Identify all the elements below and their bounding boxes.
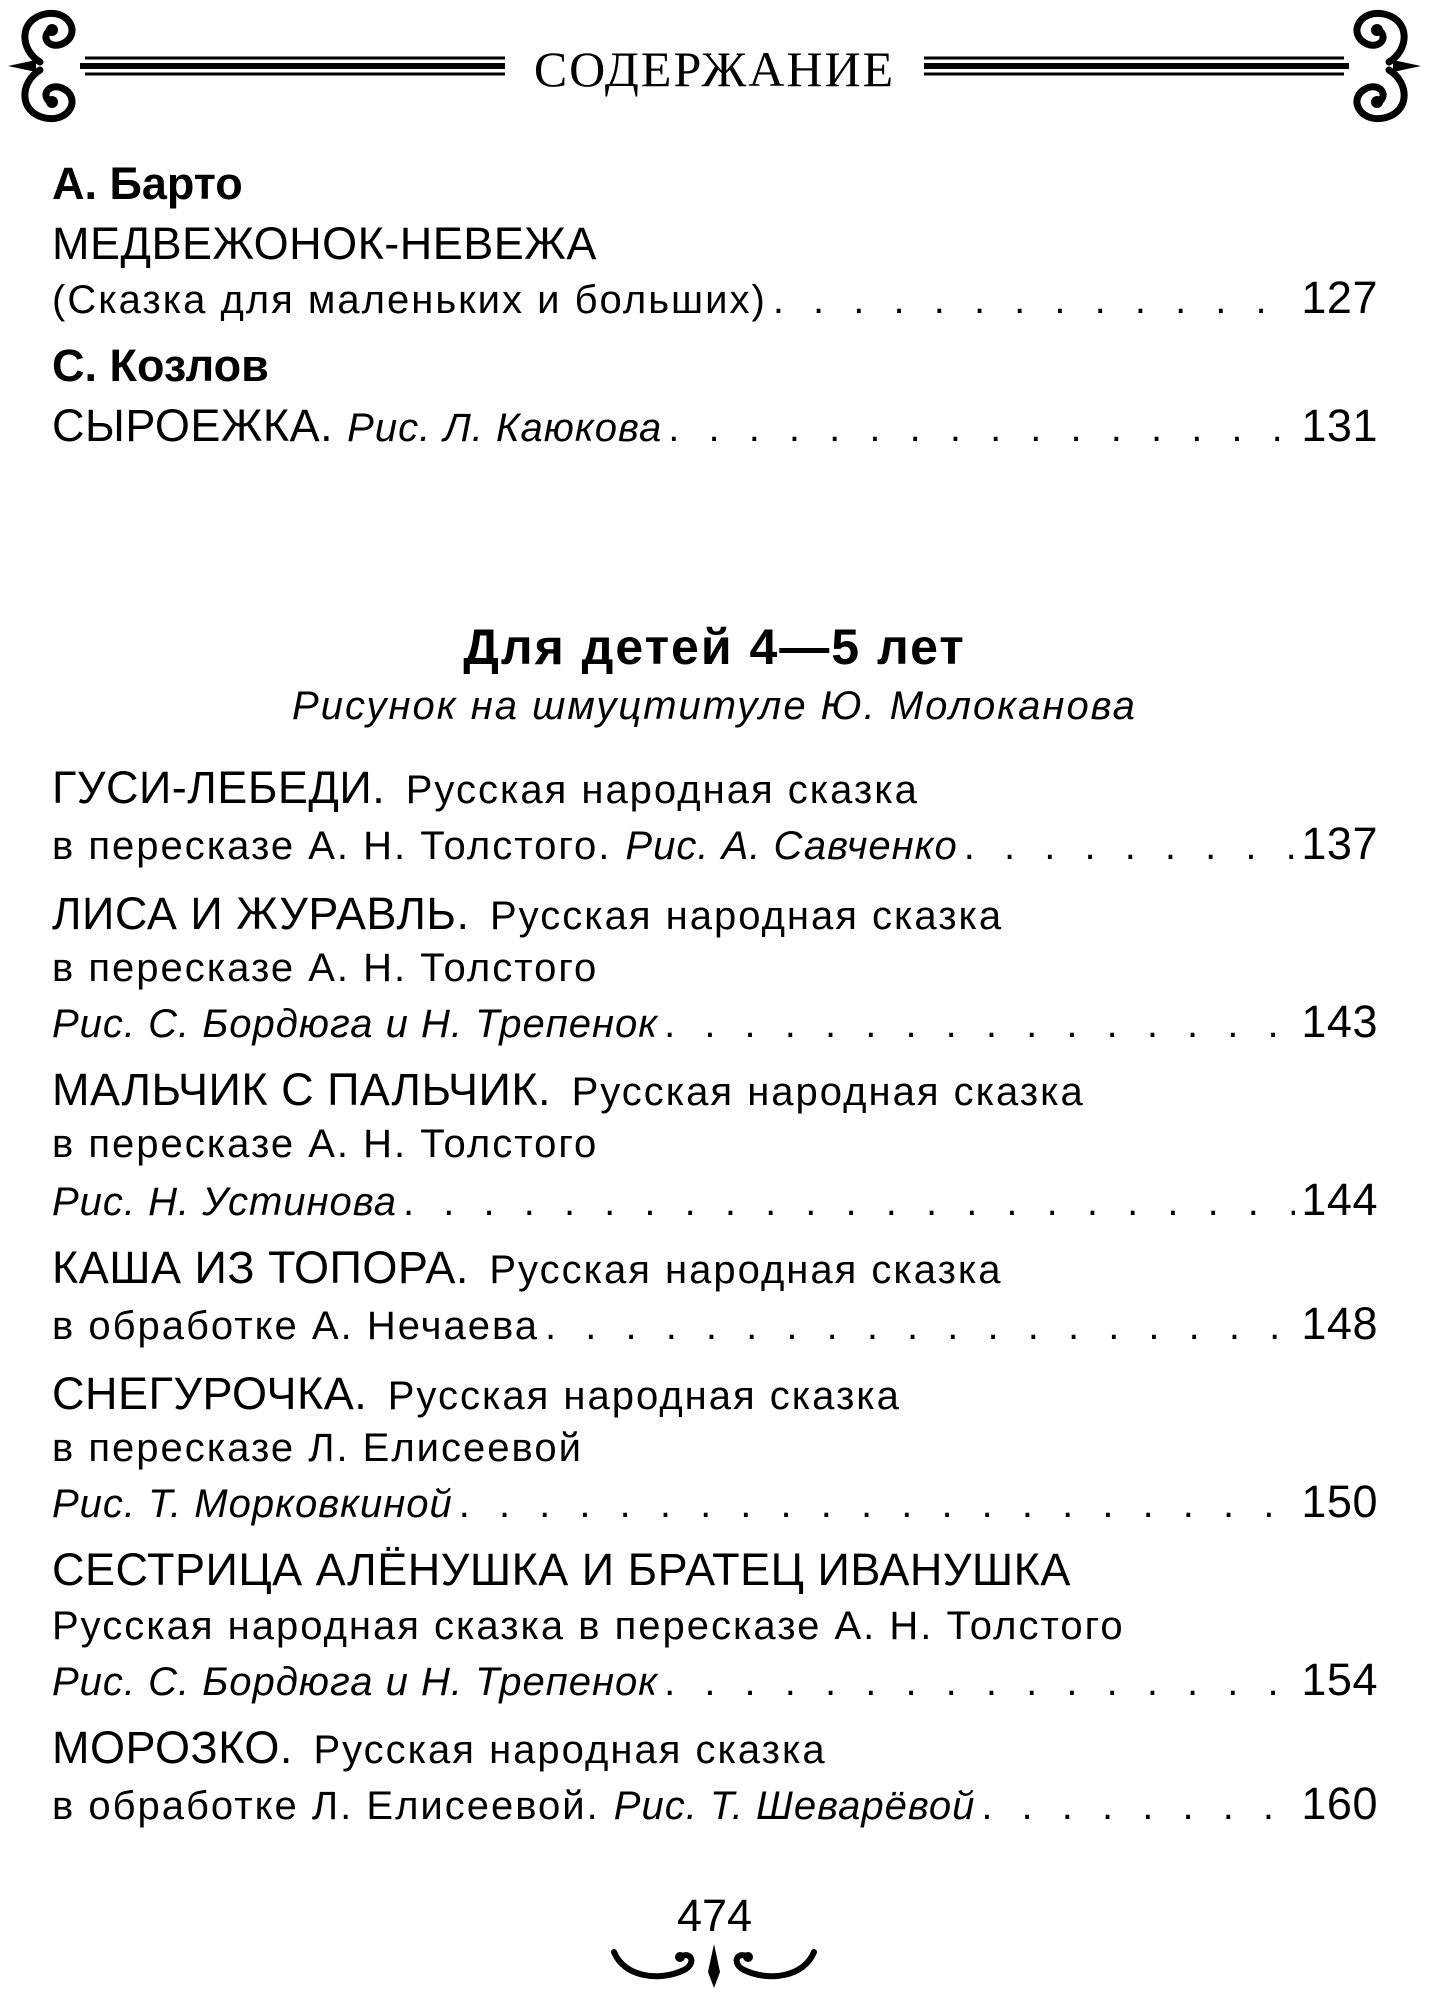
entry-adaptation: в пересказе Л. Елисеевой	[52, 1426, 583, 1470]
toc-entry-line[interactable]	[52, 816, 1378, 874]
entry-title: СЫРОЕЖКА.	[52, 400, 334, 451]
entry-title: СЕСТРИЦА АЛЁНУШКА И БРАТЕЦ ИВАНУШКА	[52, 1544, 1071, 1595]
page-ref: 137	[1301, 818, 1378, 869]
page-ref: 143	[1301, 996, 1378, 1047]
page-ref: 154	[1301, 1654, 1378, 1705]
illustrator: Рис. Л. Каюкова	[347, 406, 663, 450]
illustrator: Рис. Т. Морковкиной	[52, 1482, 453, 1526]
entry-title: СНЕГУРОЧКА.	[52, 1368, 368, 1419]
entry-title: МЕДВЕЖОНОК-НЕВЕЖА	[52, 218, 597, 269]
header-title: СОДЕРЖАНИЕ	[533, 41, 896, 97]
entry-description: Русская народная сказка	[489, 894, 1004, 938]
entry-author: А. Барто	[52, 158, 243, 209]
dot-leader	[403, 1174, 1295, 1230]
illustrator: Рис. Н. Устинова	[52, 1180, 398, 1224]
dot-leader	[964, 818, 1296, 874]
toc-entry-line[interactable]	[52, 994, 1378, 1052]
dot-leader	[668, 400, 1295, 456]
page-footer	[0, 1890, 1429, 2000]
entry-subtitle: (Сказка для маленьких и больших)	[52, 278, 767, 322]
dot-leader	[664, 996, 1295, 1052]
entry-title: МОРОЗКО.	[52, 1722, 293, 1773]
illustrator: Рис. А. Савченко	[625, 824, 958, 868]
toc-entry-line[interactable]	[52, 1652, 1378, 1710]
entry-description: Русская народная сказка	[571, 1070, 1085, 1114]
entry-adaptation: в обработке А. Нечаева	[52, 1304, 540, 1348]
entry-heading	[52, 886, 1378, 944]
page-header	[0, 0, 1429, 150]
page-ref: 127	[1301, 272, 1378, 323]
dot-leader	[981, 1778, 1295, 1834]
toc-entry-line[interactable]	[52, 1776, 1378, 1834]
entry-title: ГУСИ-ЛЕБЕДИ.	[52, 762, 386, 813]
section-title: Для детей 4—5 лет	[463, 619, 966, 675]
entry-description: Русская народная сказка	[489, 1248, 1003, 1292]
entry-adaptation: Русская народная сказка в пересказе А. Н. Толстого	[52, 1604, 1125, 1648]
illustrator: Рис. Т. Шеварёвой	[613, 1784, 976, 1828]
entry-heading	[52, 760, 1378, 818]
entry-adaptation: в пересказе А. Н. Толстого	[52, 946, 599, 990]
toc-entry-line[interactable]	[52, 398, 1378, 456]
entry-heading	[52, 1062, 1378, 1120]
entry-heading	[52, 1720, 1378, 1778]
entry-adaptation: в пересказе А. Н. Толстого.	[52, 824, 612, 868]
page-ref: 131	[1301, 400, 1378, 451]
page-number: 474	[676, 1890, 753, 1941]
entry-adaptation: в пересказе А. Н. Толстого	[52, 1122, 599, 1166]
dot-leader	[664, 1654, 1295, 1710]
toc-entry-line[interactable]	[52, 1296, 1378, 1354]
illustrator: Рис. С. Бордюга и Н. Трепенок	[52, 1660, 659, 1704]
entry-title: КАША ИЗ ТОПОРА.	[52, 1242, 469, 1293]
dot-leader	[773, 272, 1296, 328]
entry-description: Русская народная сказка	[387, 1374, 901, 1418]
toc-entry-line[interactable]	[52, 270, 1378, 328]
footer-ornament	[604, 1942, 824, 1992]
toc-entry-line[interactable]	[52, 1172, 1378, 1230]
dot-leader	[459, 1476, 1296, 1532]
entry-title: ЛИСА И ЖУРАВЛЬ.	[52, 888, 470, 939]
dot-leader	[545, 1298, 1295, 1354]
page-ref: 144	[1301, 1174, 1378, 1225]
section-subtitle: Рисунок на шмуцтитуле Ю. Молоканова	[292, 684, 1137, 728]
page-ref: 160	[1301, 1778, 1378, 1829]
illustrator: Рис. С. Бордюга и Н. Трепенок	[52, 1002, 659, 1046]
entry-heading	[52, 1240, 1378, 1298]
entry-adaptation: в обработке Л. Елисеевой.	[52, 1784, 600, 1828]
entry-description: Русская народная сказка	[313, 1728, 827, 1772]
entry-description: Русская народная сказка	[405, 768, 919, 812]
page-ref: 148	[1301, 1298, 1378, 1349]
entry-title: МАЛЬЧИК С ПАЛЬЧИК.	[52, 1064, 552, 1115]
entry-heading	[52, 1366, 1378, 1424]
toc-entry-line[interactable]	[52, 1474, 1378, 1532]
page-ref: 150	[1301, 1476, 1378, 1527]
entry-author: С. Козлов	[52, 340, 269, 391]
